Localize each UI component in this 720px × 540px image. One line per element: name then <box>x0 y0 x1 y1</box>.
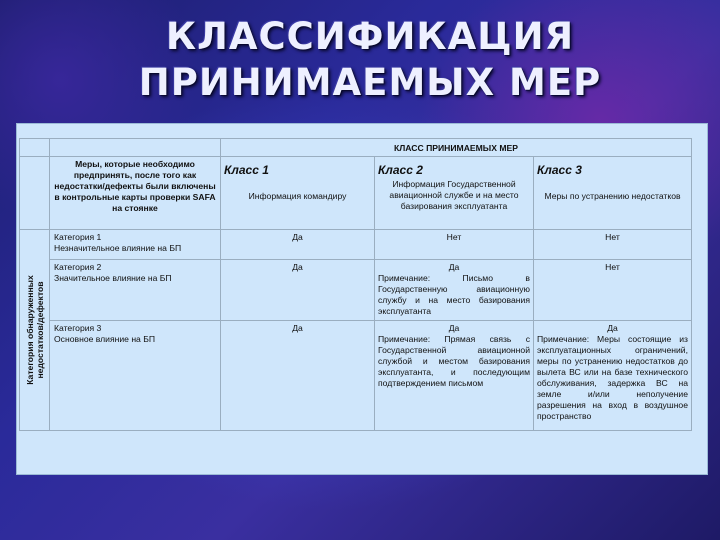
class-2-description: Информация Государственной авиационной службе и на место базирования эксплуатанта <box>389 179 519 211</box>
category-2-class-2-note: Примечание: Письмо в Государственную авиационную службу и на место базирования эксплуатанта <box>378 273 530 316</box>
empty-cell <box>20 139 50 157</box>
category-3-name: Категория 3 <box>54 323 102 333</box>
table-row <box>20 321 692 431</box>
class-3-title: Класс 3 <box>537 163 582 177</box>
class-3-description: Меры по устранению недостатков <box>544 191 681 201</box>
category-2-name: Категория 2 <box>54 262 102 272</box>
empty-cell <box>50 139 221 157</box>
category-3-class-2 <box>375 321 534 431</box>
category-2-class-2-answer: Да <box>448 262 460 272</box>
measures-header: Меры, которые необходимо предпринять, после того как недостатки/дефекты были включены в контрольные карты проверки SAFA на стоянке <box>50 157 221 230</box>
slide-title-line-2: ПРИНИМАЕМЫХ МЕР <box>138 61 602 104</box>
category-2-class-3: Нет <box>534 260 692 321</box>
table-row <box>20 260 692 321</box>
category-1-class-2: Нет <box>375 230 534 260</box>
category-3-class-2-note: Примечание: Прямая связь с Государственной авиационной службой и местом базирования эксплуатанта, и последующим подтверждением письмом <box>378 334 530 388</box>
category-1-cell <box>50 230 221 260</box>
category-3-description: Основное влияние на БП <box>54 334 156 344</box>
row-axis-label <box>20 230 50 431</box>
category-3-class-1: Да <box>221 321 375 431</box>
class-1-header <box>221 157 375 230</box>
class-1-title: Класс 1 <box>224 163 269 177</box>
category-3-class-3 <box>534 321 692 431</box>
class-1-description: Информация командиру <box>248 191 347 201</box>
category-3-cell <box>50 321 221 431</box>
class-2-header <box>375 157 534 230</box>
category-2-cell <box>50 260 221 321</box>
table-row <box>20 230 692 260</box>
category-1-class-3: Нет <box>534 230 692 260</box>
slide-title <box>0 14 720 106</box>
category-2-class-2 <box>375 260 534 321</box>
class-titles-row <box>20 157 692 230</box>
category-3-class-3-answer: Да <box>607 323 618 333</box>
category-3-class-2-answer: Да <box>448 323 460 333</box>
slide-title-line-1: КЛАССИФИКАЦИЯ <box>165 15 575 58</box>
empty-cell <box>20 157 50 230</box>
category-2-description: Значительное влияние на БП <box>54 273 172 283</box>
classification-sheet <box>16 123 708 475</box>
table-header-row <box>20 139 692 157</box>
category-1-class-1: Да <box>221 230 375 260</box>
category-1-name: Категория 1 <box>54 232 102 242</box>
class-3-header <box>534 157 692 230</box>
class-2-title: Класс 2 <box>378 163 423 177</box>
category-3-class-3-note: Примечание: Меры состоящие из эксплуатационных ограничений, меры по устранению недостатков до вылета ВС или на базе технического обслуживания, задержка ВС на земле и/или неполучение разрешения на вход в воздушное пространство <box>537 334 688 421</box>
class-group-header: КЛАСС ПРИНИМАЕМЫХ МЕР <box>221 139 692 157</box>
category-2-class-1: Да <box>221 260 375 321</box>
category-1-description: Незначительное влияние на БП <box>54 243 182 253</box>
classification-table <box>19 138 692 431</box>
row-axis-label-line-1: Категория обнаруженных <box>24 275 35 385</box>
row-axis-label-line-2: недостатков/дефектов <box>34 281 45 379</box>
